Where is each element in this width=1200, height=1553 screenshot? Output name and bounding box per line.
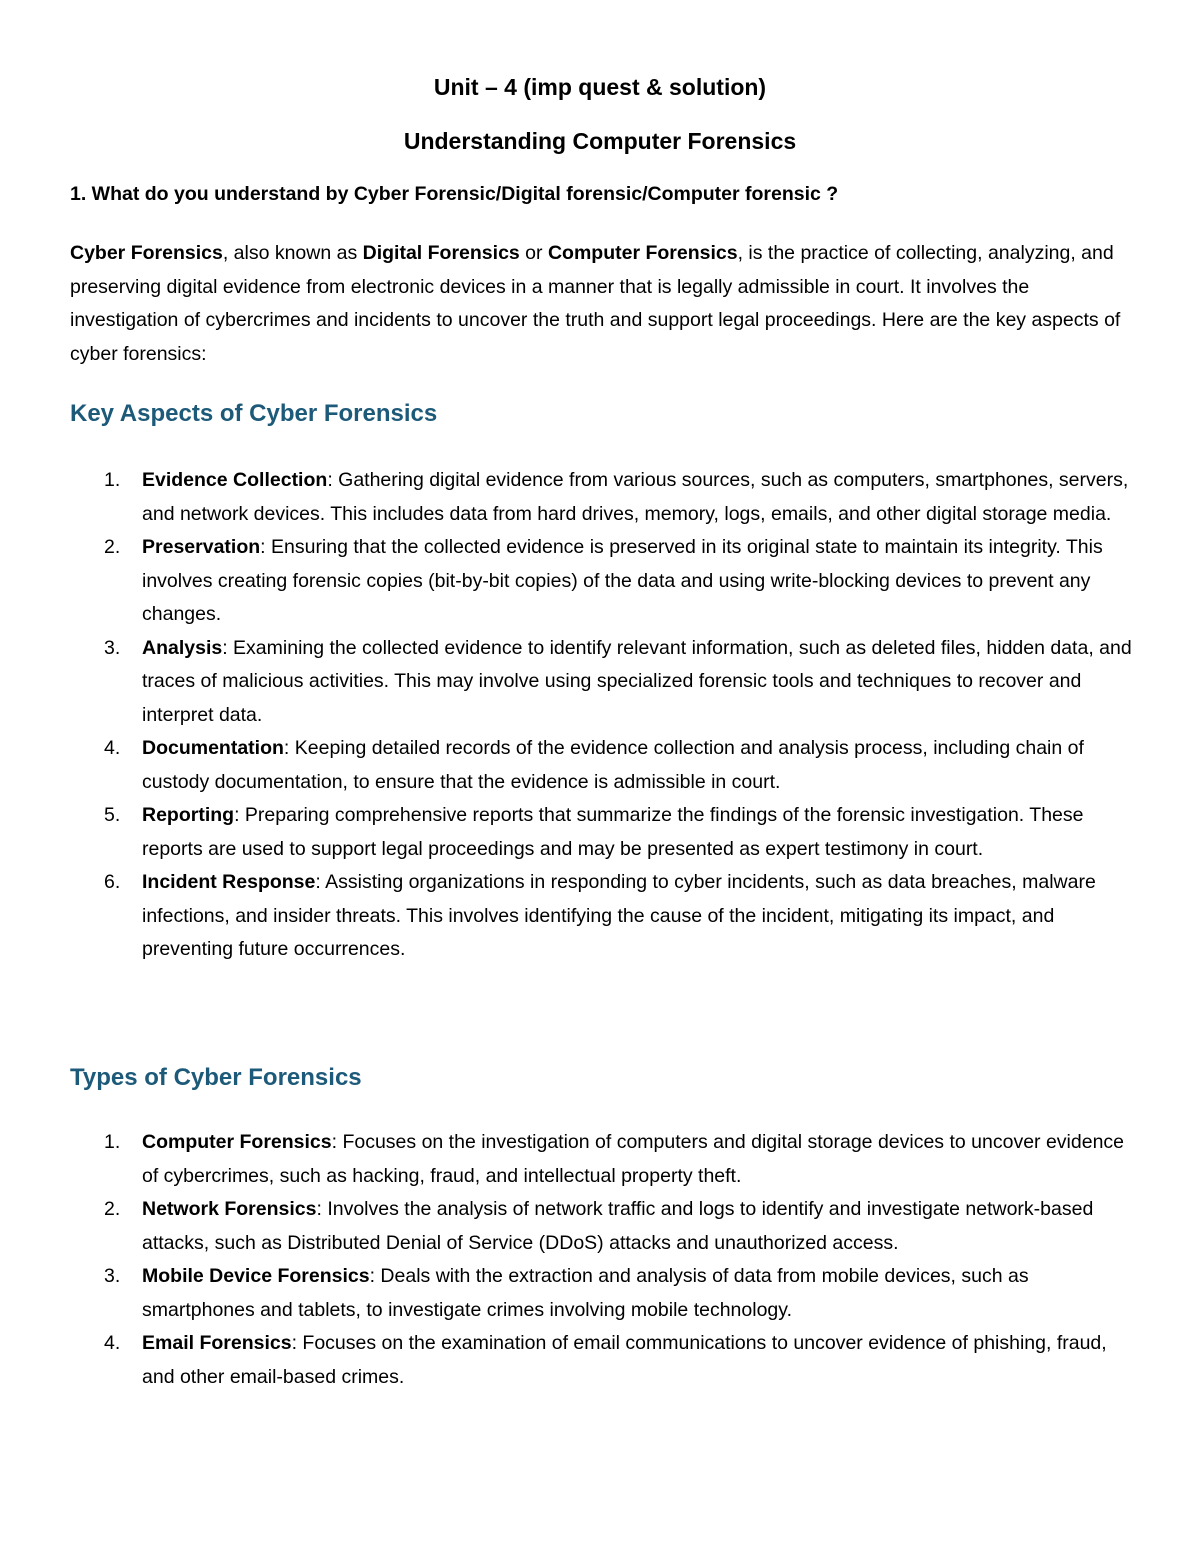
types-list — [70, 1126, 1135, 1394]
list-item-number: 3. — [104, 1265, 121, 1287]
list-item-number: 4. — [104, 1332, 121, 1354]
list-item-number: 3. — [104, 636, 121, 659]
list-item — [70, 1260, 1135, 1327]
list-item-term: Computer Forensics — [142, 1131, 332, 1153]
list-item-number: 5. — [104, 804, 121, 826]
key-aspects-heading: Key Aspects of Cyber Forensics — [70, 400, 438, 427]
list-item-text: : Deals with the extraction and analysis of data from mobile devices, such as smartphones and tablets, to investigate crimes involving mobile technology. — [142, 1265, 1029, 1321]
list-item-term: Reporting — [142, 804, 235, 826]
list-item — [70, 632, 1135, 733]
list-item-text: : Ensuring that the collected evidence is preserved in its original state to maintain its integrity. This involves creating forensic copies (bit-by-bit copies) of the data and using write-blocking devices to prevent any changes. — [142, 536, 1103, 625]
intro-text-2: or — [519, 242, 548, 264]
key-aspects-list — [70, 464, 1135, 967]
list-item-term: Email Forensics — [142, 1332, 292, 1354]
list-item-number: 2. — [104, 1198, 121, 1220]
list-item-number: 2. — [104, 536, 121, 558]
list-item-text: : Focuses on the investigation of computers and digital storage devices to uncover evidence of cybercrimes, such as hacking, fraud, and intellectual property theft. — [142, 1131, 1125, 1187]
list-item — [70, 866, 1135, 967]
list-item-text: : Gathering digital evidence from various sources, such as computers, smartphones, servers, and network devices. This includes data from hard drives, memory, logs, emails, and other digital storage media. — [142, 469, 1129, 525]
list-item-text: : Keeping detailed records of the evidence collection and analysis process, including chain of custody documentation, to ensure that the evidence is admissible in court. — [142, 737, 1084, 793]
list-item — [70, 531, 1135, 632]
list-item-text: : Examining the collected evidence to identify relevant information, such as deleted files, hidden data, and traces of malicious activities. This may involve using specialized forensic tools and techniques to recover and interpret data. — [142, 636, 1132, 726]
list-item-term: Documentation — [142, 737, 284, 759]
list-item-term: Evidence Collection — [142, 469, 328, 491]
list-item — [70, 799, 1135, 866]
list-item-number: 1. — [104, 1131, 121, 1153]
list-item — [70, 1193, 1135, 1260]
intro-term-digital-forensics: Digital Forensics — [362, 242, 520, 264]
intro-text-1: , also known as — [222, 242, 363, 264]
types-heading: Types of Cyber Forensics — [70, 1064, 362, 1091]
list-item-term: Preservation — [142, 536, 261, 558]
list-item — [70, 1327, 1135, 1394]
intro-text-3: , is the practice of collecting, analyzing, and preserving digital evidence from electronic devices in a manner that is legally admissible in court. It involves the investigation of cybercrimes and incidents to uncover the truth and support legal proceedings. Here are the key aspects of cyber forensics: — [70, 242, 1121, 365]
question-heading: 1. What do you understand by Cyber Forensic/Digital forensic/Computer forensic ? — [70, 183, 839, 205]
document-subtitle: Understanding Computer Forensics — [403, 128, 797, 154]
list-item-number: 6. — [104, 871, 121, 893]
list-item-text: : Assisting organizations in responding to cyber incidents, such as data breaches, malware infections, and insider threats. This involves identifying the cause of the incident, mitigating its impact, and preventing future occurrences. — [142, 871, 1096, 960]
intro-term-computer-forensics: Computer Forensics — [547, 242, 738, 264]
list-item-text: : Preparing comprehensive reports that summarize the findings of the forensic investigation. These reports are used to support legal proceedings and may be presented as expert testimony in court. — [142, 804, 1084, 860]
intro-paragraph — [70, 237, 1135, 371]
list-item-term: Incident Response — [142, 871, 316, 893]
list-item — [70, 732, 1135, 799]
list-item-text: : Involves the analysis of network traffic and logs to identify and investigate network-based attacks, such as Distributed Denial of Service (DDoS) attacks and unauthorized access. — [142, 1198, 1094, 1254]
list-item-text: : Focuses on the examination of email communications to uncover evidence of phishing, fraud, and other email-based crimes. — [142, 1332, 1107, 1388]
list-item — [70, 1126, 1135, 1193]
list-item-number: 1. — [104, 469, 121, 491]
intro-term-cyber-forensics: Cyber Forensics — [70, 242, 223, 264]
list-item-term: Mobile Device Forensics — [142, 1265, 370, 1287]
list-item-term: Analysis — [142, 636, 223, 659]
document-title: Unit – 4 (imp quest & solution) — [433, 74, 767, 100]
list-item-number: 4. — [104, 737, 121, 759]
list-item — [70, 464, 1135, 531]
list-item-term: Network Forensics — [142, 1198, 317, 1220]
